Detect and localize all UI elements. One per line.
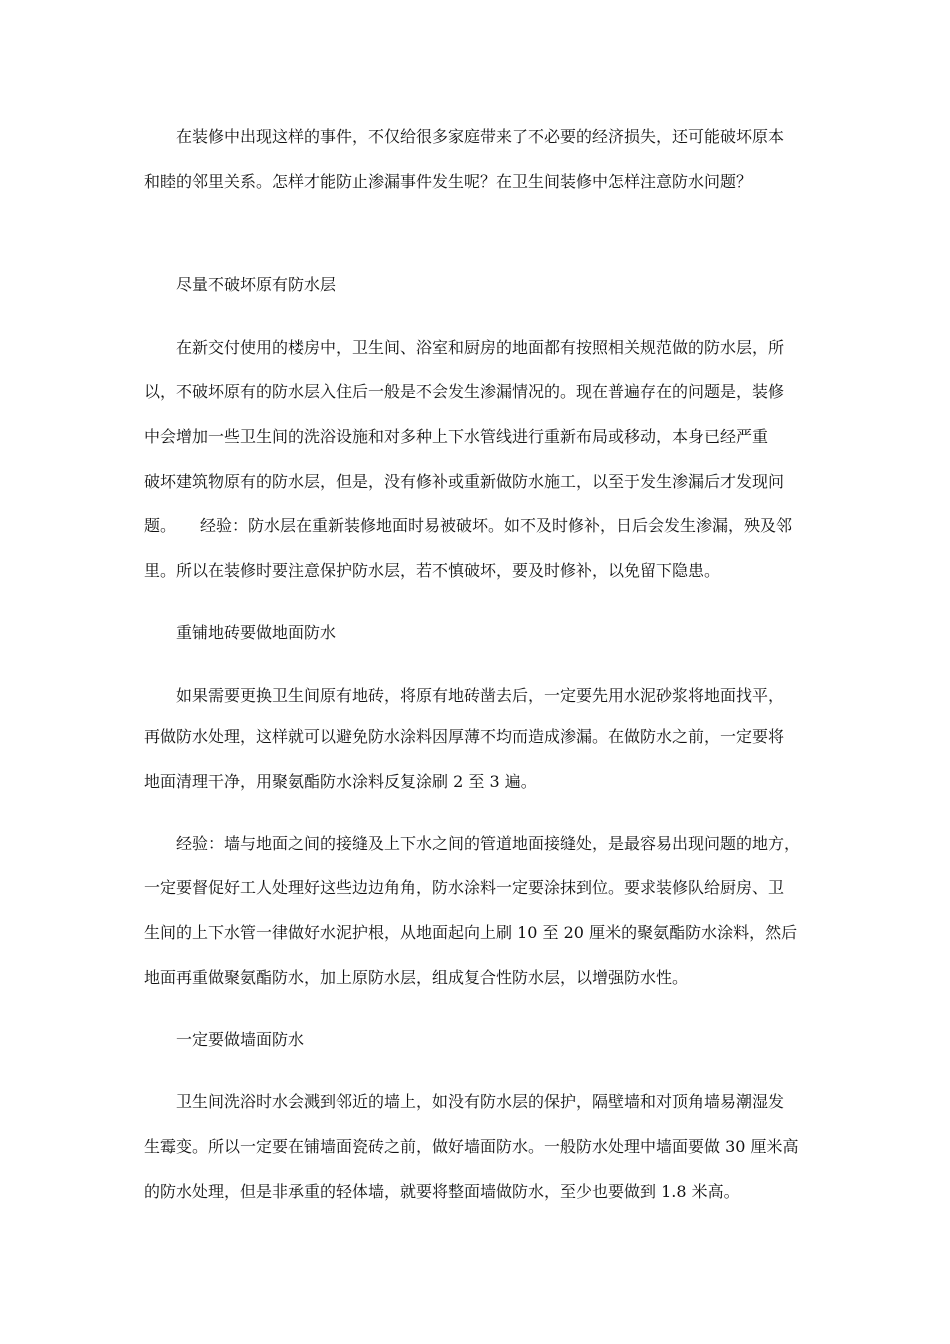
section-heading: 一定要做墙面防水	[144, 1030, 305, 1049]
text-line: 在新交付使用的楼房中，卫生间、浴室和厨房的地面都有按照相关规范做的防水层，所	[144, 338, 785, 357]
text-line: 一定要督促好工人处理好这些边边角角，防水涂料一定要涂抹到位。要求装修队给厨房、卫	[144, 878, 785, 897]
text-line: 的防水处理，但是非承重的轻体墙，就要将整面墙做防水，至少也要做到 1.8 米高。	[144, 1182, 740, 1201]
text-line: 里。所以在装修时要注意保护防水层，若不慎破坏，要及时修补，以免留下隐患。	[144, 561, 721, 580]
text-line: 破坏建筑物原有的防水层，但是，没有修补或重新做防水施工，以至于发生渗漏后才发现问	[144, 472, 785, 491]
text-line: 题。 经验：防水层在重新装修地面时易被破坏。如不及时修补，日后会发生渗漏，殃及邻	[144, 516, 793, 535]
text-line: 和睦的邻里关系。怎样才能防止渗漏事件发生呢？在卫生间装修中怎样注意防水问题？	[144, 172, 753, 191]
text-line: 地面清理干净，用聚氨酯防水涂料反复涂刷 2 至 3 遍。	[144, 772, 537, 791]
text-line: 中会增加一些卫生间的洗浴设施和对多种上下水管线进行重新布局或移动，本身已经严重	[144, 427, 769, 446]
text-line: 再做防水处理，这样就可以避免防水涂料因厚薄不均而造成渗漏。在做防水之前，一定要将	[144, 727, 785, 746]
text-line: 地面再重做聚氨酯防水，加上原防水层，组成复合性防水层，以增强防水性。	[144, 968, 689, 987]
text-line: 在装修中出现这样的事件，不仅给很多家庭带来了不必要的经济损失，还可能破坏原本	[144, 127, 785, 146]
text-line: 经验：墙与地面之间的接缝及上下水之间的管道地面接缝处，是最容易出现问题的地方，	[144, 834, 801, 853]
text-line: 如果需要更换卫生间原有地砖，将原有地砖凿去后，一定要先用水泥砂浆将地面找平，	[144, 686, 785, 705]
text-line: 生霉变。所以一定要在铺墙面瓷砖之前，做好墙面防水。一般防水处理中墙面要做 30 厘米高	[144, 1137, 799, 1156]
text-line: 以，不破坏原有的防水层入住后一般是不会发生渗漏情况的。现在普遍存在的问题是，装修	[144, 382, 785, 401]
section-heading: 尽量不破坏原有防水层	[144, 275, 337, 294]
section-heading: 重铺地砖要做地面防水	[144, 623, 337, 642]
text-line: 生间的上下水管一律做好水泥护根，从地面起向上刷 10 至 20 厘米的聚氨酯防水涂料，然后	[144, 923, 798, 942]
text-line: 卫生间洗浴时水会溅到邻近的墙上，如没有防水层的保护，隔壁墙和对顶角墙易潮湿发	[144, 1092, 785, 1111]
